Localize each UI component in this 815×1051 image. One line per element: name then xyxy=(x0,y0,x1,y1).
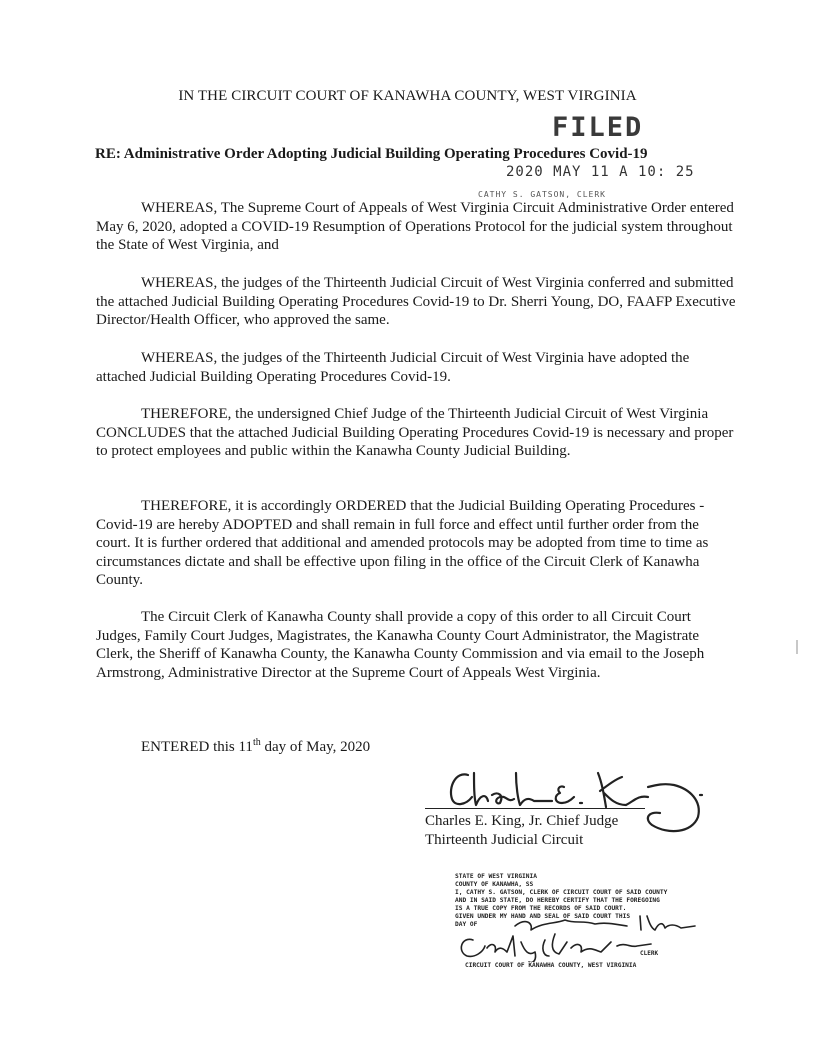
cert-line: STATE OF WEST VIRGINIA xyxy=(455,873,537,880)
cert-line: IS A TRUE COPY FROM THE RECORDS OF SAID COURT. xyxy=(455,905,627,912)
paragraph-whereas-3: WHEREAS, the judges of the Thirteenth Judicial Circuit of West Virginia have adopted the attached Judicial Building Operating Procedures Covid-19. xyxy=(96,350,690,385)
entered-prefix: ENTERED this 11 xyxy=(141,739,253,755)
filed-stamp: FILED xyxy=(552,112,644,143)
date-time-stamp: 2020 MAY 11 A 10: 25 xyxy=(506,164,695,180)
signature-line xyxy=(425,808,645,809)
cert-footer: CIRCUIT COURT OF KANAWHA COUNTY, WEST VIRGINIA xyxy=(465,962,637,969)
judge-signature-block xyxy=(425,812,618,850)
court-title: IN THE CIRCUIT COURT OF KANAWHA COUNTY, WEST VIRGINIA xyxy=(178,88,637,104)
clerk-handwriting-icon xyxy=(455,912,715,962)
entered-date xyxy=(141,737,370,756)
entered-ordinal: th xyxy=(252,737,261,748)
clerk-stamp-small: CATHY S. GATSON, CLERK xyxy=(478,190,606,199)
paragraph-whereas-1: WHEREAS, The Supreme Court of Appeals of West Virginia Circuit Administrative Order entered May 6, 2020, adopted a COVID-19 Resumption of Operations Protocol for the judicial system throughout the State of West Virginia, and xyxy=(96,200,734,253)
judge-name: Charles E. King, Jr. Chief Judge xyxy=(425,813,619,829)
re-line: RE: Administrative Order Adopting Judicial Building Operating Procedures Covid-19 xyxy=(95,146,648,162)
paragraph-whereas-2: WHEREAS, the judges of the Thirteenth Judicial Circuit of West Virginia conferred and submitted the attached Judicial Building Operating Procedures Covid-19 to Dr. Sherri Young, DO, FAAFP Executive Director/Health Officer, who approved the same. xyxy=(96,275,736,328)
cert-clerk-label: CLERK xyxy=(640,950,659,957)
cert-line: DAY OF xyxy=(455,921,478,928)
cert-line: COUNTY OF KANAWHA, SS xyxy=(455,881,534,888)
cert-line: AND IN SAID STATE, DO HEREBY CERTIFY THAT THE FOREGOING xyxy=(455,897,660,904)
cert-line: I, CATHY S. GATSON, CLERK OF CIRCUIT COURT OF SAID COUNTY xyxy=(455,889,668,896)
entered-rest: day of May, 2020 xyxy=(260,739,371,755)
cert-line: GIVEN UNDER MY HAND AND SEAL OF SAID COURT THIS xyxy=(455,913,631,920)
paragraph-therefore-2: THEREFORE, it is accordingly ORDERED that the Judicial Building Operating Procedures -Covid-19 are hereby ADOPTED and shall remain in full force and effect until further order from the court. It is further ordered that additional and amended protocols may be adopted from time to time as circumstances dictate and shall be effective upon filing in the office of the Circuit Clerk of Kanawha County. xyxy=(96,498,709,588)
paragraph-distribution: The Circuit Clerk of Kanawha County shall provide a copy of this order to all Circuit Court Judges, Family Court Judges, Magistrates, the Kanawha County Court Administrator, the Magistrate Clerk, the Sheriff of Kanawha County, the Kanawha County Commission and via email to the Joseph Armstrong, Administrative Director at the Supreme Court of Appeals West Virginia. xyxy=(96,609,705,681)
scan-artifact xyxy=(796,640,798,654)
judge-title: Thirteenth Judicial Circuit xyxy=(425,832,584,848)
paragraph-therefore-1: THEREFORE, the undersigned Chief Judge of the Thirteenth Judicial Circuit of West Virginia CONCLUDES that the attached Judicial Building Operating Procedures Covid-19 is necessary and proper to protect employees and public within the Kanawha County Judicial Building. xyxy=(96,406,734,459)
